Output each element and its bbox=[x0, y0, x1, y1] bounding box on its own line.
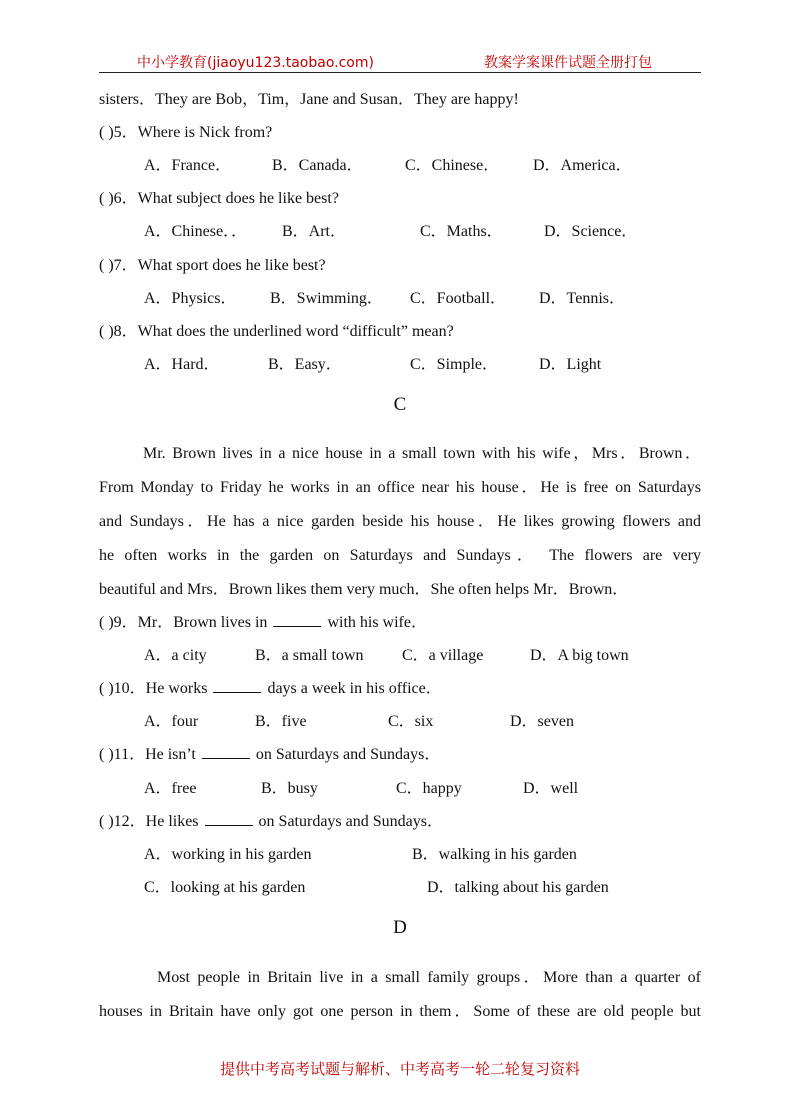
question-5-option-a: A．France． bbox=[144, 157, 232, 174]
question-9-stem-pre: ( )9．Mr．Brown lives in bbox=[99, 614, 268, 631]
answer-blank bbox=[213, 678, 261, 693]
page-header bbox=[99, 52, 701, 73]
section-d-line-1: Most people in Britain live in a small family groups．More than a quarter of bbox=[157, 969, 701, 986]
question-6-option-a: A．Chinese．． bbox=[144, 223, 248, 240]
answer-blank bbox=[273, 612, 321, 627]
section-c-title: C bbox=[393, 394, 407, 415]
section-c-line-4: he often works in the garden on Saturdays and Sundays． The flowers are very bbox=[99, 547, 701, 564]
section-c-line-1: Mr. Brown lives in a nice house in a small town with his wife，Mrs．Brown． bbox=[143, 445, 701, 462]
question-7-option-c: C．Football． bbox=[410, 290, 507, 307]
question-7-option-a: A．Physics． bbox=[144, 290, 237, 307]
question-7-option-d: D．Tennis． bbox=[539, 290, 625, 307]
question-6-option-c: C．Maths． bbox=[420, 223, 503, 240]
question-11-option-a: A．free bbox=[144, 780, 197, 797]
question-8-option-c: C．Simple． bbox=[410, 356, 499, 373]
question-12-option-c: C．looking at his garden bbox=[144, 879, 306, 896]
question-10-stem-post: days a week in his office． bbox=[267, 680, 442, 697]
question-5-option-b: B．Canada． bbox=[272, 157, 363, 174]
question-10-option-c: C．six bbox=[388, 713, 434, 730]
intro-line: sisters．They are Bob，Tim，Jane and Susan．They are happy! bbox=[99, 91, 519, 108]
question-8-option-a: A．Hard． bbox=[144, 356, 220, 373]
question-10-option-d: D．seven bbox=[510, 713, 574, 730]
question-12-stem bbox=[99, 808, 443, 831]
question-11-option-c: C．happy bbox=[396, 780, 462, 797]
question-12-option-d: D．talking about his garden bbox=[427, 879, 609, 896]
section-c-line-5: beautiful and Mrs．Brown likes them very much．She often helps Mr．Brown． bbox=[99, 581, 629, 598]
question-10-stem bbox=[99, 675, 442, 698]
answer-blank bbox=[202, 744, 250, 759]
section-d-title: D bbox=[393, 917, 407, 938]
question-11-option-d: D．well bbox=[523, 780, 579, 797]
header-right-text: 教案学案课件试题全册打包 bbox=[484, 55, 652, 71]
question-5-option-d: D．America． bbox=[533, 157, 632, 174]
question-5-option-c: C．Chinese． bbox=[405, 157, 500, 174]
question-9-option-b: B．a small town bbox=[255, 647, 364, 664]
answer-blank bbox=[205, 811, 253, 826]
section-d-line-2: houses in Britain have only got one person in them．Some of these are old people but bbox=[99, 1003, 701, 1020]
question-12-option-b: B．walking in his garden bbox=[412, 846, 577, 863]
question-9-option-a: A．a city bbox=[144, 647, 207, 664]
question-8-stem: ( )8．What does the underlined word “difficult” mean? bbox=[99, 323, 454, 340]
question-8-option-b: B．Easy． bbox=[268, 356, 342, 373]
question-6-stem: ( )6．What subject does he like best? bbox=[99, 190, 339, 207]
question-12-stem-post: on Saturdays and Sundays． bbox=[258, 813, 443, 830]
question-8-option-d: D．Light bbox=[539, 356, 602, 373]
question-7-stem: ( )7．What sport does he like best? bbox=[99, 257, 326, 274]
question-12-stem-pre: ( )12．He likes bbox=[99, 813, 199, 830]
question-11-stem-post: on Saturdays and Sundays． bbox=[255, 746, 441, 763]
question-9-stem bbox=[99, 609, 427, 632]
question-9-stem-post: with his wife． bbox=[327, 614, 427, 631]
question-7-option-b: B．Swimming． bbox=[270, 290, 383, 307]
section-c-line-3: and Sundays．He has a nice garden beside his house．He likes growing flowers and bbox=[99, 513, 701, 530]
question-5-stem: ( )5．Where is Nick from? bbox=[99, 124, 273, 141]
question-9-option-d: D．A big town bbox=[530, 647, 629, 664]
question-6-option-d: D．Science． bbox=[544, 223, 638, 240]
question-10-stem-pre: ( )10．He works bbox=[99, 680, 208, 697]
question-10-option-b: B．five bbox=[255, 713, 307, 730]
question-9-option-c: C．a village bbox=[402, 647, 484, 664]
header-left-text: 中小学教育(jiaoyu123.taobao.com) bbox=[137, 55, 374, 71]
question-11-stem bbox=[99, 741, 440, 764]
question-12-option-a: A．working in his garden bbox=[144, 846, 312, 863]
question-10-option-a: A．four bbox=[144, 713, 199, 730]
question-11-stem-pre: ( )11．He isn’t bbox=[99, 746, 196, 763]
question-11-option-b: B．busy bbox=[261, 780, 318, 797]
page-footer: 提供中考高考试题与解析、中考高考一轮二轮复习资料 bbox=[219, 1060, 580, 1078]
question-6-option-b: B．Art． bbox=[282, 223, 347, 240]
section-c-line-2: From Monday to Friday he works in an office near his house．He is free on Saturdays bbox=[99, 479, 702, 496]
